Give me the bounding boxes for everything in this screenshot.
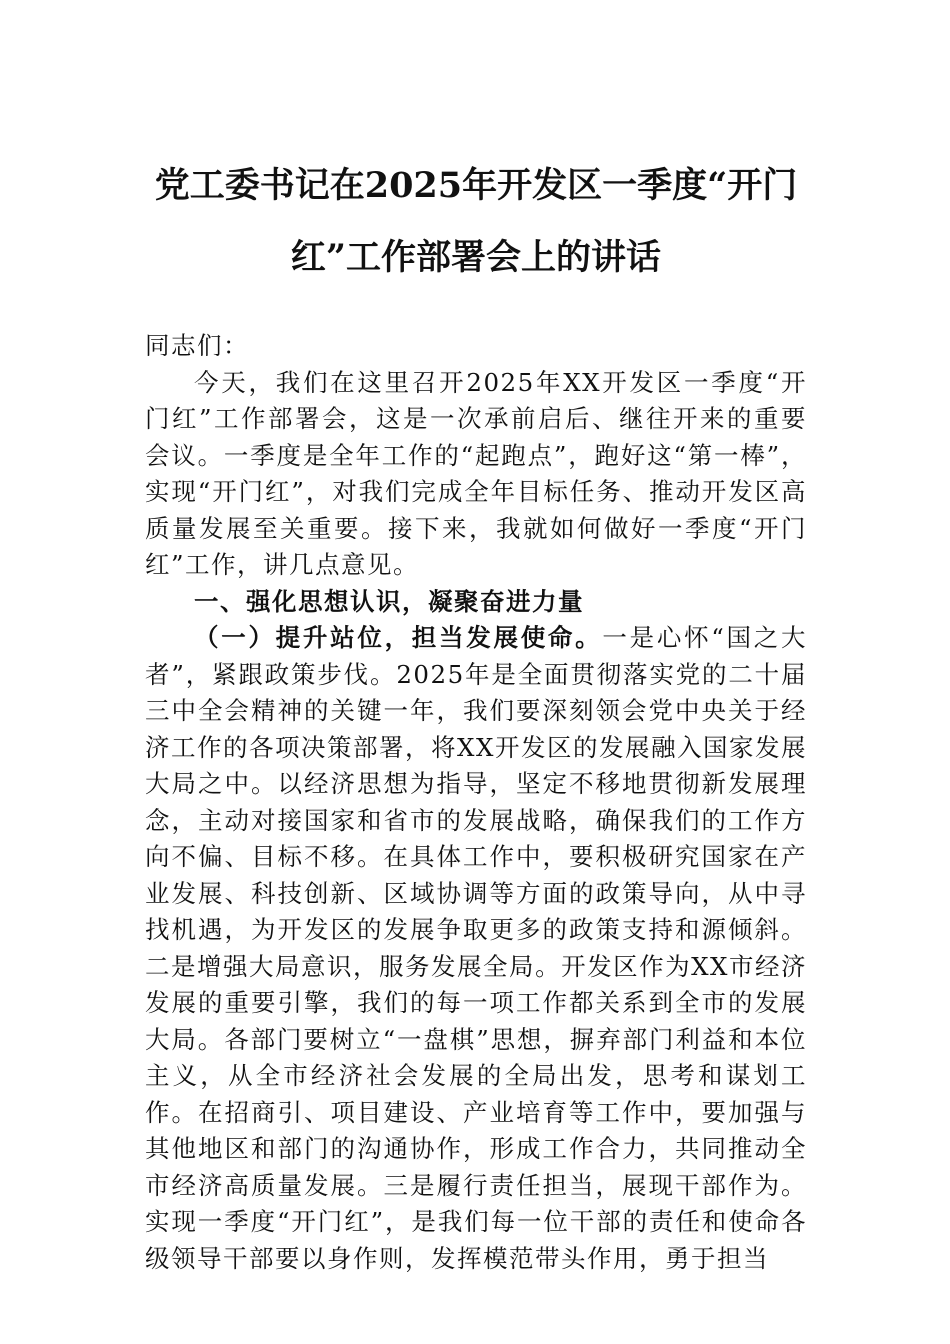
subsection-lead: （一）提升站位，担当发展使命。 [194,623,603,652]
document-page [145,150,807,1277]
subsection-paragraph-1 [145,620,807,1277]
intro-paragraph: 今天，我们在这里召开2025年XX开发区一季度“开门红”工作部署会，这是一次承前启后、继往开来的重要会议。一季度是全年工作的“起跑点”，跑好这“第一棒”，实现“开门红”，对我们完成全年目标任务、推动开发区高质量发展至关重要。接下来，我就如何做好一季度“开门红”工作，讲几点意见。 [145,367,807,579]
subsection-text: 一是心怀“国之大者”，紧跟政策步伐。2025年是全面贯彻落实党的二十届三中全会精神的关键一年，我们要深刻领会党中央关于经济工作的各项决策部署，将XX开发区的发展融入国家发展大局之中。以经济思想为指导，坚定不移地贯彻新发展理念，主动对接国家和省市的发展战略，确保我们的工作方向不偏、目标不移。在具体工作中，要积极研究国家在产业发展、科技创新、区域协调等方面的政策导向，从中寻找机遇，为开发区的发展争取更多的政策支持和源倾斜。二是增强大局意识，服务发展全局。开发区作为XX市经济发展的重要引擎，我们的每一项工作都关系到全市的发展大局。各部门要树立“一盘棋”思想，摒弃部门利益和本位主义，从全市经济社会发展的全局出发，思考和谋划工作。在招商引、项目建设、产业培育等工作中，要加强与其他地区和部门的沟通协作，形成工作合力，共同推动全市经济高质量发展。三是履行责任担当，展现干部作为。实现一季度“开门红”，是我们每一位干部的责任和使命各级领导干部要以身作则，发挥模范带头作用，勇于担当 [145,623,807,1273]
title-line-1: 党工委书记在2025年开发区一季度“开门 [154,165,798,206]
title-line-2: 红”工作部署会上的讲话 [290,237,662,278]
section-heading-1: 一、强化思想认识，凝聚奋进力量 [194,586,584,616]
document-title [145,150,807,294]
document-body [145,328,807,1277]
salutation: 同志们： [145,331,249,360]
